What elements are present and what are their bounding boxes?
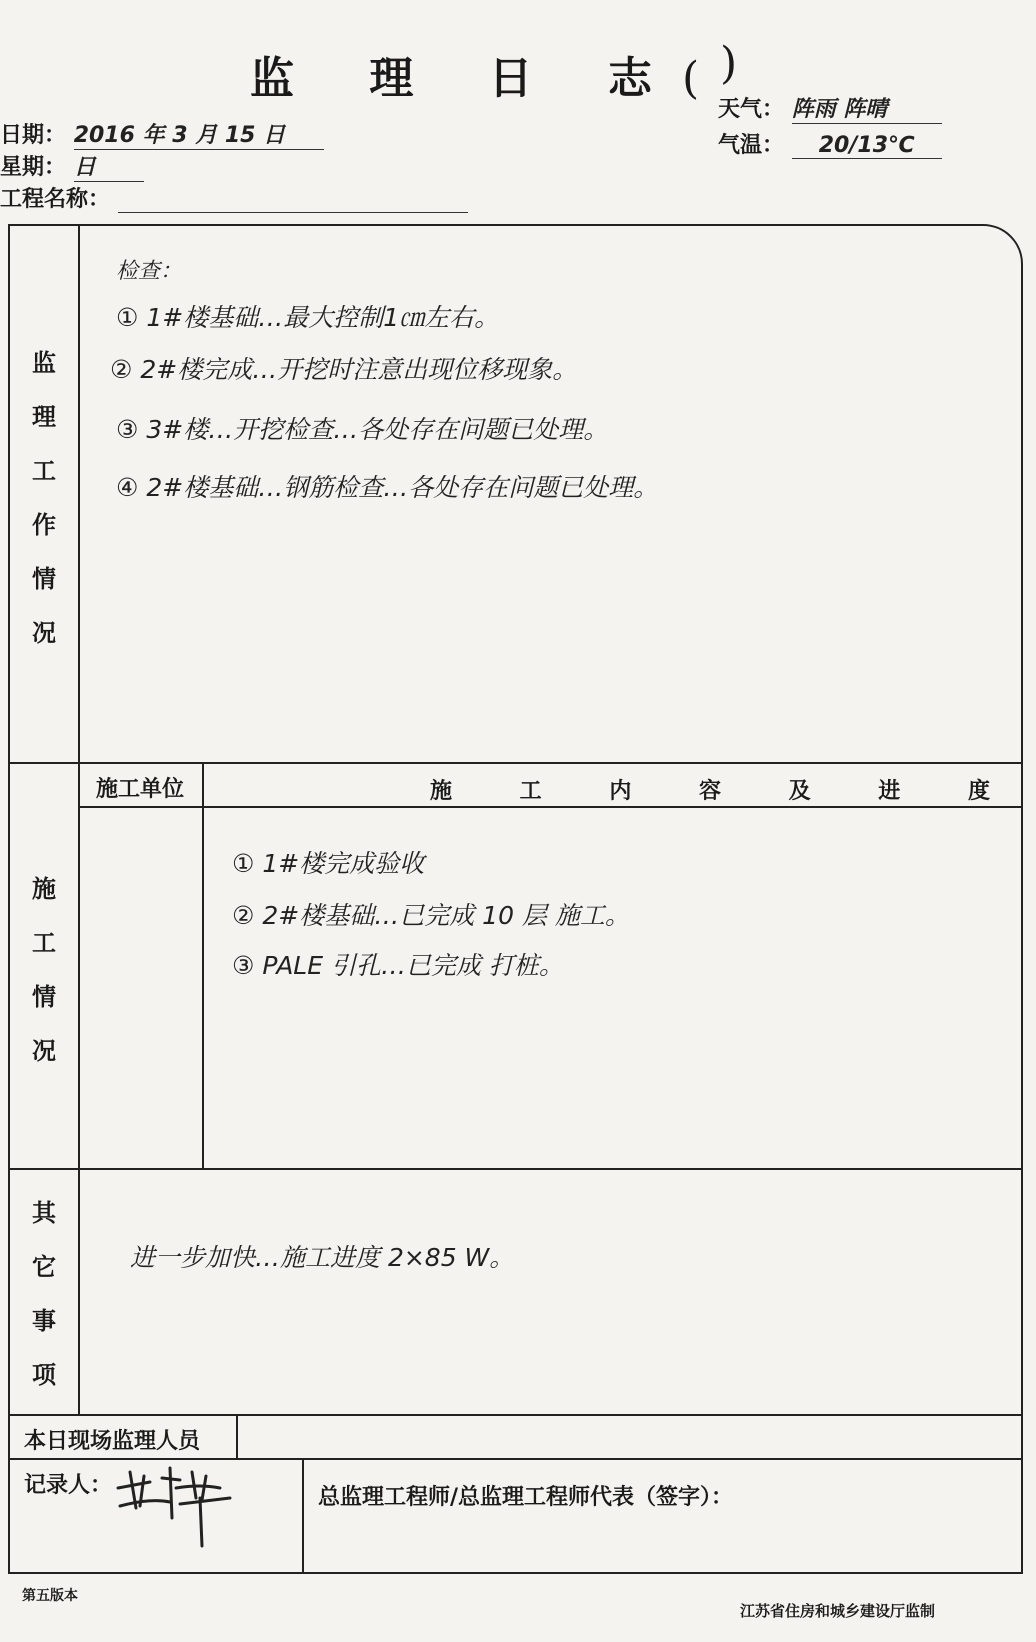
supervision-label-char: 工 xyxy=(32,456,56,485)
supervision-label-char: 情 xyxy=(32,564,56,593)
chief-engineer-label: 总监理工程师/总监理工程师代表（签字）： xyxy=(318,1484,734,1510)
supervision-label-char: 况 xyxy=(32,618,56,647)
supervision-line: ③ 3#楼…开挖检查…各处存在问题已处理。 xyxy=(116,415,609,444)
supervision-line: 检查： xyxy=(116,259,183,284)
title-text: 监 理 日 志 xyxy=(250,53,682,104)
personnel-label: 本日现场监理人员 xyxy=(24,1428,201,1454)
temperature-row xyxy=(718,128,942,159)
other-label-char: 其 xyxy=(32,1198,56,1227)
date-row xyxy=(0,118,324,150)
construction-label-char: 施 xyxy=(32,874,56,903)
supervision-line: ④ 2#楼基础…钢筋检查…各处存在问题已处理。 xyxy=(116,473,659,502)
weather-label: 天气： xyxy=(718,96,785,122)
document-title xyxy=(250,38,738,106)
temperature-value: 20/13℃ xyxy=(792,133,942,159)
construction-content-header: 施 工 内 容 及 进 度 xyxy=(430,778,1020,804)
weather-value: 阵雨 阵晴 xyxy=(792,92,942,124)
construction-unit-header: 施工单位 xyxy=(96,776,185,802)
divider-construction-header xyxy=(78,806,1021,808)
recorder-signature xyxy=(110,1458,250,1548)
edition-note: 第五版本 xyxy=(22,1588,78,1604)
supervision-section-label xyxy=(24,336,64,660)
divider-supervision-construction xyxy=(10,762,1021,764)
date-value: 2016 年 3 月 15 日 xyxy=(74,118,324,150)
supervision-label-char: 理 xyxy=(32,402,56,431)
issuer-note: 江苏省住房和城乡建设厅监制 xyxy=(740,1602,936,1620)
log-form-frame xyxy=(8,224,1023,1574)
label-column-divider xyxy=(78,226,80,1414)
divider-construction-other xyxy=(10,1168,1021,1170)
supervision-label-char: 作 xyxy=(32,510,56,539)
temperature-label: 气温： xyxy=(718,132,785,158)
project-value xyxy=(118,190,468,213)
weekday-label: 星期： xyxy=(0,154,67,180)
other-label-char: 项 xyxy=(32,1360,56,1389)
signature-divider xyxy=(302,1458,304,1574)
supervision-line: ① 1#楼基础…最大控制1㎝左右。 xyxy=(116,303,500,332)
date-label: 日期： xyxy=(0,122,67,148)
construction-label-char: 况 xyxy=(32,1036,56,1065)
construction-line: ① 1#楼完成验收 xyxy=(232,849,425,878)
project-label: 工程名称： xyxy=(0,186,111,212)
other-section-label xyxy=(24,1186,64,1402)
project-row xyxy=(0,182,468,213)
construction-label-char: 情 xyxy=(32,982,56,1011)
other-label-char: 它 xyxy=(32,1252,56,1281)
title-paren-open: ( xyxy=(681,53,700,104)
construction-line: ③ PALE 引孔…已完成 打桩。 xyxy=(232,951,564,980)
construction-section-label xyxy=(24,862,64,1078)
weekday-row xyxy=(0,150,144,182)
other-line: 进一步加快…施工进度 2×85 W。 xyxy=(130,1243,515,1272)
weekday-value: 日 xyxy=(74,150,144,182)
personnel-label-divider xyxy=(236,1414,238,1458)
supervision-line: ② 2#楼完成…开挖时注意出现位移现象。 xyxy=(110,355,578,384)
construction-label-char: 工 xyxy=(32,928,56,957)
recorder-label: 记录人： xyxy=(24,1472,113,1498)
construction-line: ② 2#楼基础…已完成 10 层 施工。 xyxy=(232,901,630,930)
unit-column-divider xyxy=(202,762,204,1168)
other-label-char: 事 xyxy=(32,1306,56,1335)
supervision-label-char: 监 xyxy=(32,348,56,377)
weather-row xyxy=(718,92,942,124)
divider-other-personnel xyxy=(10,1414,1021,1416)
title-paren-close: ) xyxy=(720,38,738,89)
